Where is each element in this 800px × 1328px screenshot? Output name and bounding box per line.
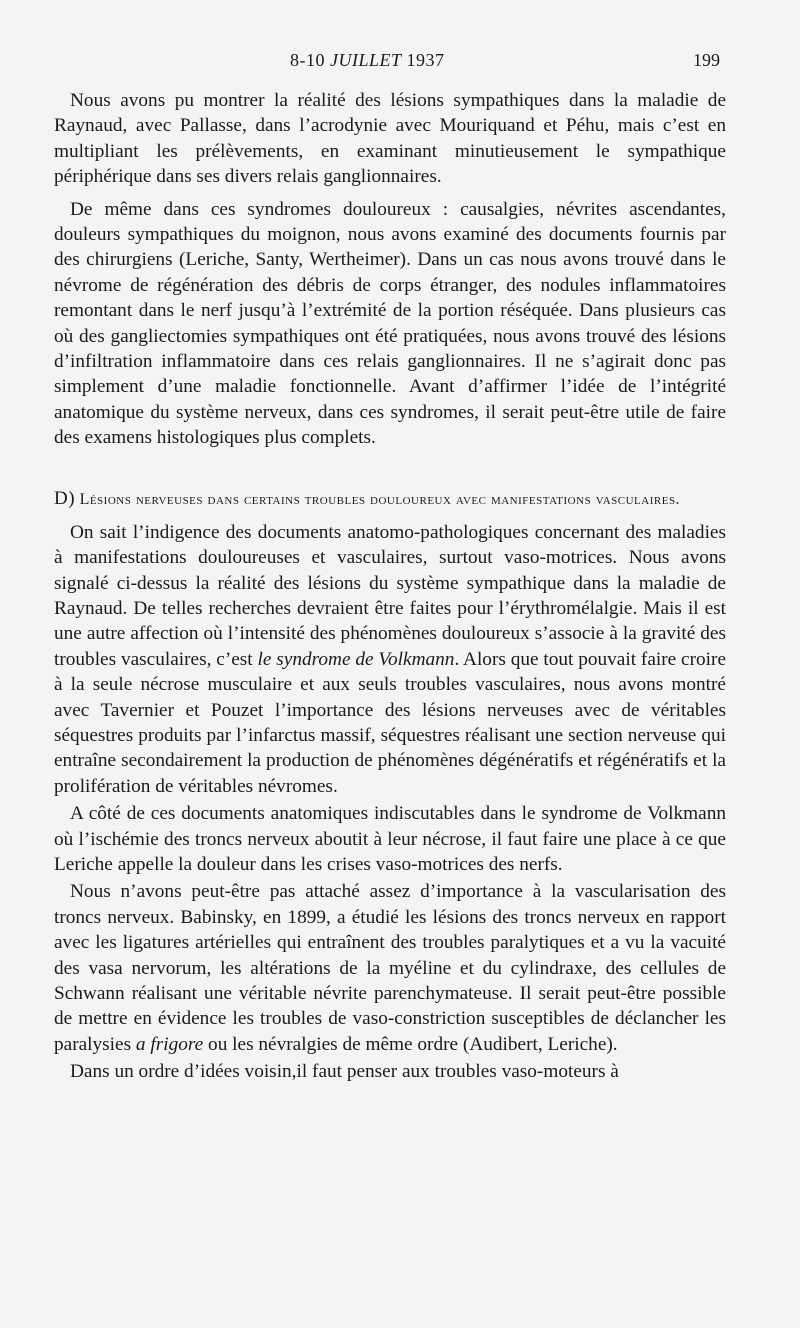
italic-a-frigore: a frigore [135,1033,204,1055]
header-year: 1937 [406,50,445,70]
paragraph-vascularisation: Nous n’avons peut-être pas attaché assez d’importance à la vascularisation des troncs nerveux. Babinsky, en 1899, a étudié les lésions des troncs nerveux en rapport avec les ligatures artérielles qui entraînent des troubles paralytiques et a vu la vacuité des vasa nervorum, les altérations de la myéline et du cylindraxe, des cellules de Schwann réalisant une véritable névrite parenchymateuse. Il serait peut-être possible de mettre en évidence les troubles de vaso-constriction susceptibles de déclancher les paralysies a frigore ou les névralgies de même ordre (Audibert, Leriche). [54,881,726,1055]
paragraph-ordre-idees: Dans un ordre d’idées voisin,il faut penser aux troubles vaso-moteurs à [70,1061,619,1083]
header-month: JUILLET [330,50,402,70]
section-title: Lésions nerveuses dans certains troubles douloureux avec manifestations vasculaires. [79,490,681,508]
italic-volkmann: le syndrome de Volkmann [257,648,455,670]
header-date: 8-10 JUILLET 1937 [290,50,445,70]
paragraph-syndromes-douloureux: De même dans ces syndromes douloureux : causalgies, névrites ascendantes, douleurs sympathiques du moignon, nous avons examiné des documents fournis par des chirurgiens (Leriche, Santy, Wertheimer). Dans un cas nous avons trouvé dans le névrome de régénération des débris de corps étranger, des nodules inflammatoires remontant dans le nerf jusqu’à l’extrémité de la portion réséquée. Dans plusieurs cas où des gangliectomies sympathiques ont été pratiquées, nous avons trouvé des lésions d’infiltration inflammatoire dans ces relais ganglionnaires. Il ne s’agirait donc pas simplement d’une maladie fonctionnelle. Avant d’affirmer l’idée de l’intégrité anatomique du système nerveux, dans ces syndromes, il serait peut-être utile de faire des examens histologiques plus complets. [54,198,726,449]
running-header [0,50,800,76]
paragraph-volkmann: On sait l’indigence des documents anatomo-pathologiques concernant des maladies à manifestations douloureuses et vasculaires, surtout vaso-motrices. Nous avons signalé ci-dessus la réalité des lésions du système sympathique dans la maladie de Raynaud. De telles recherches devraient être faites pour l’érythromélalgie. Mais il est une autre affection où l’intensité des phénomènes douloureux s’associe à la gravité des troubles vasculaires, c’est le syndrome de Volkmann. Alors que tout pouvait faire croire à la seule nécrose musculaire et aux seuls troubles vasculaires, nous avons montré avec Tavernier et Pouzet l’importance des lésions nerveuses avec de véritables séquestres produits par l’infarctus massif, séquestres réalisant une section nerveuse qui entraîne secondairement la production de phénomènes dégénératifs et régénératifs et la prolifération de véritables névromes. [54,521,727,797]
paragraph-raynaud: Nous avons pu montrer la réalité des lésions sympathiques dans la maladie de Raynaud, avec Pallasse, dans l’acrodynie avec Mouriquand et Péhu, mais c’est en multipliant les prélèvements, en examinant minutieusement le sympathique périphérique dans ses divers relais ganglionnaires. [54,90,726,188]
section-letter: D) [54,487,76,509]
section-heading [54,487,726,512]
paragraph-ischemie: A côté de ces documents anatomiques indiscutables dans le syndrome de Volkmann où l’ischémie des troncs nerveux aboutit à leur nécrose, il faut faire une place à ce que Leriche appelle la douleur dans les crises vaso-motrices des nerfs. [54,803,726,875]
article-body [54,88,726,1085]
page-number: 199 [693,50,720,70]
